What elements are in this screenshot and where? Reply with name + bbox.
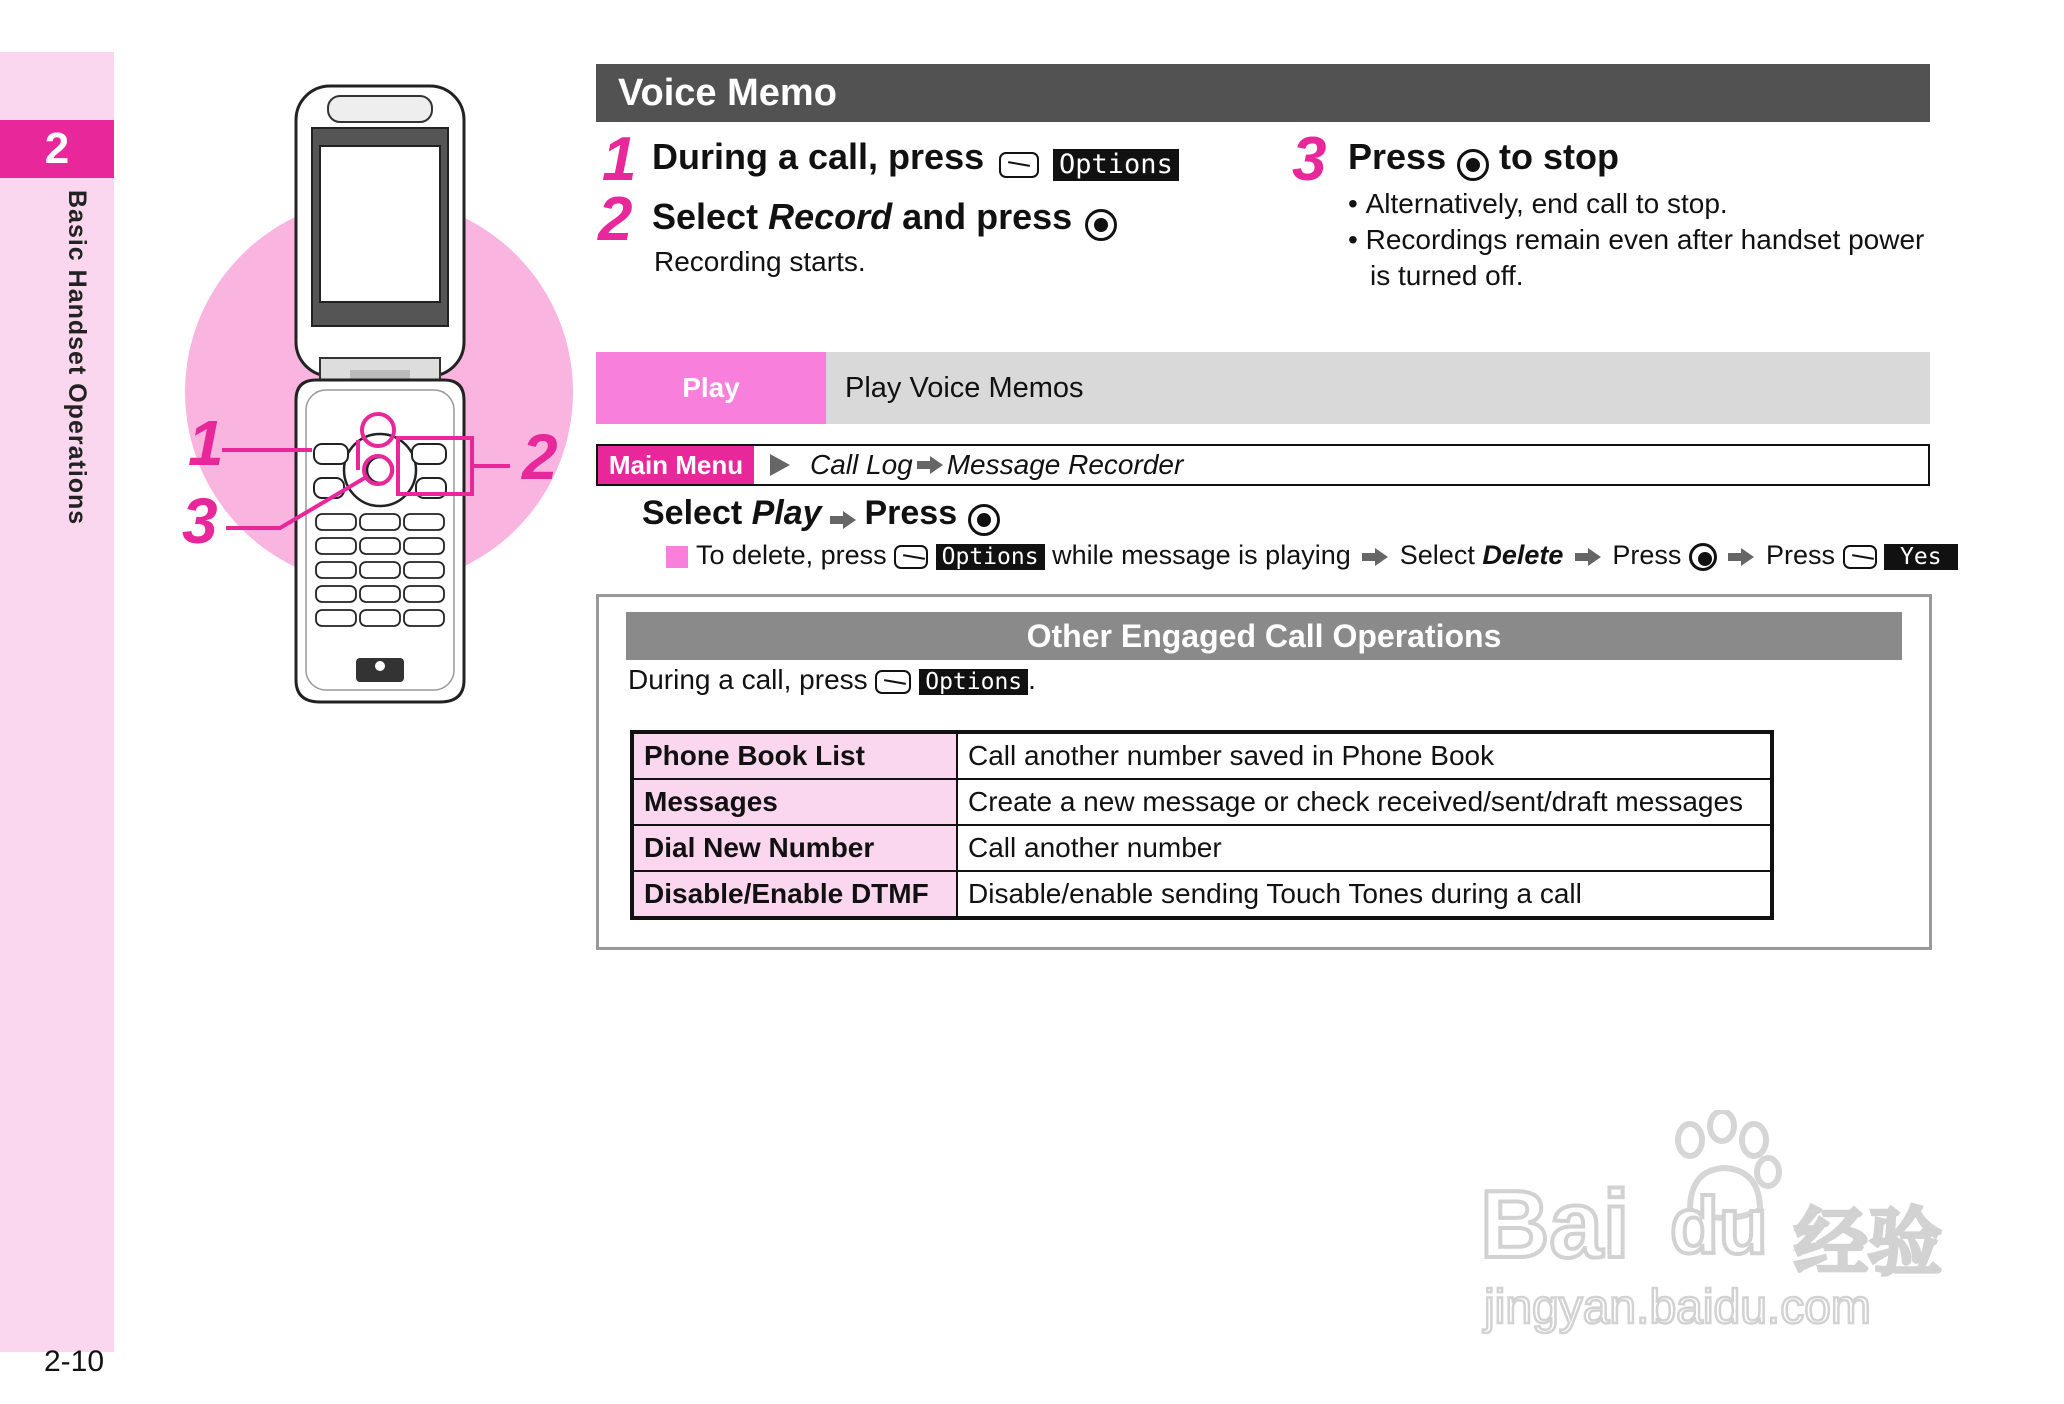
delete-note: To delete, press Options while message is playing Select Delete Press Press Yes bbox=[666, 540, 1958, 571]
operations-table bbox=[630, 730, 1774, 920]
step-1-number: 1 bbox=[602, 125, 637, 194]
breadcrumb bbox=[770, 446, 1183, 484]
center-key-icon bbox=[1457, 149, 1489, 181]
main-menu-tag: Main Menu bbox=[598, 446, 754, 484]
center-key-icon bbox=[1085, 209, 1117, 241]
record-option: Record bbox=[768, 196, 893, 237]
breadcrumb-call-log: Call Log bbox=[810, 449, 913, 480]
other-operations-title: Other Engaged Call Operations bbox=[626, 612, 1902, 660]
table-row: Phone Book List Call another number saved in Phone Book bbox=[632, 732, 1772, 779]
step-2: Select Record and press bbox=[652, 196, 1117, 241]
page-number: 2-10 bbox=[44, 1345, 105, 1378]
triangle-icon bbox=[770, 454, 790, 476]
callout-2: 2 bbox=[522, 421, 558, 493]
table-row: Disable/Enable DTMF Disable/enable sending Touch Tones during a call bbox=[632, 871, 1772, 918]
left-softkey-icon bbox=[1843, 545, 1877, 569]
breadcrumb-message-recorder: Message Recorder bbox=[946, 449, 1184, 480]
baidu-watermark: Bai du 经验 jingyan.baidu.com bbox=[1480, 1110, 1960, 1310]
callout-1: 1 bbox=[188, 407, 224, 479]
step-3-bullets bbox=[1348, 186, 1924, 294]
delete-option: Delete bbox=[1482, 540, 1564, 570]
chapter-title: Basic Handset Operations bbox=[63, 190, 91, 526]
options-softkey-label: Options bbox=[936, 544, 1045, 570]
play-tag: Play bbox=[596, 352, 826, 424]
play-title: Play Voice Memos bbox=[845, 371, 1084, 404]
arrow-right-icon bbox=[1728, 548, 1754, 566]
left-softkey-icon bbox=[894, 545, 928, 569]
select-play-instruction: Select Play Press bbox=[642, 494, 1000, 536]
step-3: Press to stop bbox=[1348, 136, 1619, 181]
yes-softkey-label: Yes bbox=[1884, 544, 1958, 570]
note-marker-icon bbox=[666, 546, 688, 568]
chapter-number-badge: 2 bbox=[0, 120, 114, 178]
step-3-number: 3 bbox=[1292, 125, 1327, 194]
arrow-right-icon bbox=[830, 511, 856, 529]
section-header: Voice Memo bbox=[596, 64, 1930, 122]
options-softkey-label: Options bbox=[1053, 149, 1179, 181]
play-option: Play bbox=[751, 494, 822, 532]
options-softkey-label: Options bbox=[919, 669, 1028, 695]
arrow-right-icon bbox=[1362, 548, 1388, 566]
arrow-right-icon bbox=[917, 456, 943, 474]
step-2-note: Recording starts. bbox=[654, 246, 866, 277]
list-item: • Recordings remain even after handset power bbox=[1348, 224, 1925, 255]
center-key-icon bbox=[1689, 543, 1717, 571]
chapter-sidebar bbox=[0, 52, 114, 1352]
callout-3: 3 bbox=[182, 485, 218, 557]
list-item: is turned off. bbox=[1370, 260, 1524, 291]
other-operations-intro: During a call, press Options . bbox=[628, 664, 1036, 695]
list-item: • Alternatively, end call to stop. bbox=[1348, 188, 1728, 219]
left-softkey-icon bbox=[999, 152, 1039, 178]
phone-illustration-icon bbox=[280, 80, 480, 710]
table-row: Dial New Number Call another number bbox=[632, 825, 1772, 871]
table-row: Messages Create a new message or check received/sent/draft messages bbox=[632, 779, 1772, 825]
step-1 bbox=[652, 136, 1179, 181]
arrow-right-icon bbox=[1575, 548, 1601, 566]
left-softkey-icon bbox=[875, 670, 911, 694]
center-key-icon bbox=[968, 504, 1000, 536]
step-2-number: 2 bbox=[598, 185, 633, 254]
step-1-text: During a call, press bbox=[652, 136, 985, 177]
